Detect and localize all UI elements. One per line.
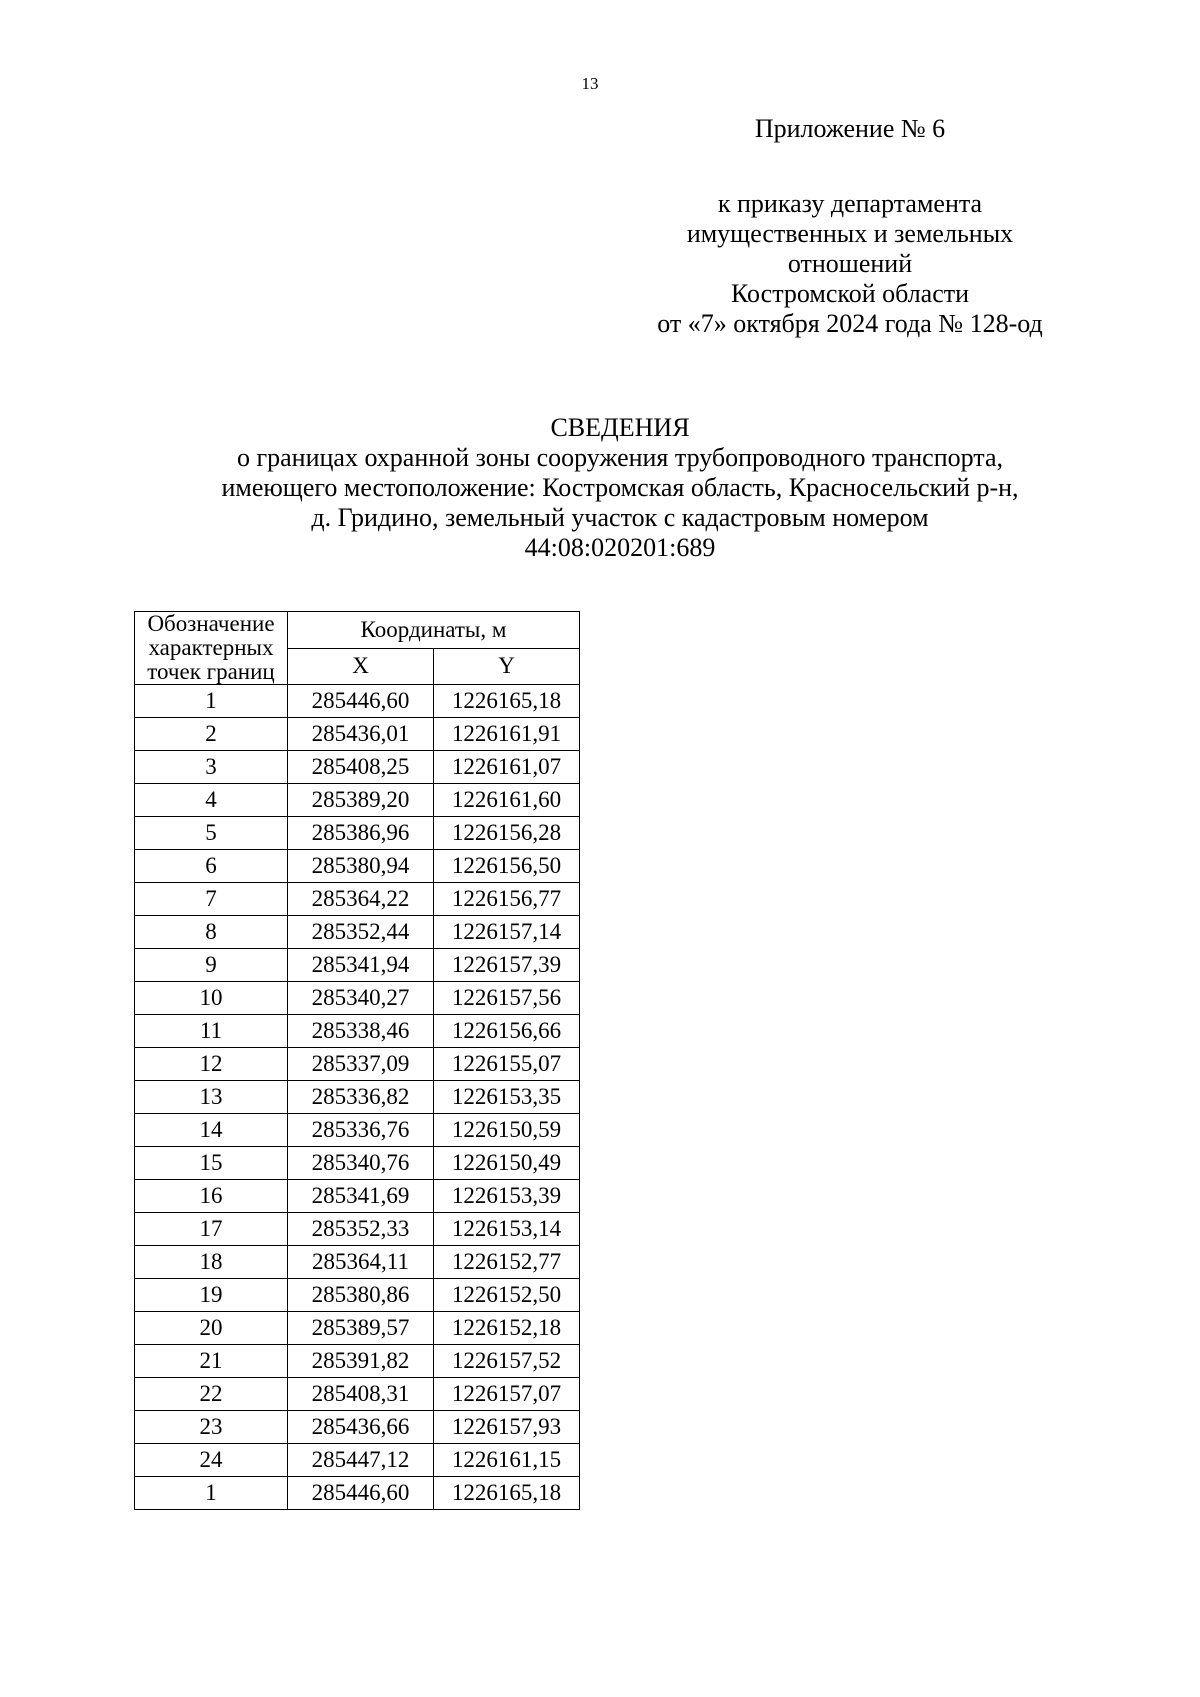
y-coordinate-cell: 1226156,50 xyxy=(434,850,580,883)
x-coordinate-cell: 285340,76 xyxy=(288,1147,434,1180)
y-coordinate-cell: 1226156,28 xyxy=(434,817,580,850)
x-coordinate-cell: 285338,46 xyxy=(288,1015,434,1048)
x-coordinate-cell: 285364,11 xyxy=(288,1246,434,1279)
table-row xyxy=(135,1213,580,1246)
heading-line: о границах охранной зоны сооружения трубопроводного транспорта, xyxy=(236,443,1004,472)
x-coordinate-cell: 285389,57 xyxy=(288,1312,434,1345)
point-number-cell: 2 xyxy=(135,718,288,751)
y-coordinate-cell: 1226157,52 xyxy=(434,1345,580,1378)
table-row xyxy=(135,685,580,718)
point-header-line: Обозначение xyxy=(147,611,275,636)
table-row xyxy=(135,718,580,751)
table-row xyxy=(135,949,580,982)
point-number-cell: 21 xyxy=(135,1345,288,1378)
point-number-cell: 11 xyxy=(135,1015,288,1048)
point-number-cell: 1 xyxy=(135,1477,288,1510)
y-coordinate-cell: 1226152,50 xyxy=(434,1279,580,1312)
table-row xyxy=(135,1081,580,1114)
x-header: X xyxy=(288,648,434,685)
y-coordinate-cell: 1226150,49 xyxy=(434,1147,580,1180)
table-row xyxy=(135,883,580,916)
point-number-cell: 15 xyxy=(135,1147,288,1180)
point-number-cell: 10 xyxy=(135,982,288,1015)
table-row xyxy=(135,817,580,850)
table-row xyxy=(135,1411,580,1444)
table-row xyxy=(135,850,580,883)
y-coordinate-cell: 1226161,15 xyxy=(434,1444,580,1477)
table-row xyxy=(135,1444,580,1477)
page-number: 13 xyxy=(581,74,599,93)
point-number-cell: 19 xyxy=(135,1279,288,1312)
heading-line: имеющего местоположение: Костромская область, Красносельский р-н, xyxy=(221,473,1019,502)
heading-line: д. Гридино, земельный участок с кадастровым номером xyxy=(311,503,929,532)
coordinates-header: Координаты, м xyxy=(288,612,580,649)
point-number-cell: 24 xyxy=(135,1444,288,1477)
table-row xyxy=(135,1477,580,1510)
point-number-cell: 4 xyxy=(135,784,288,817)
x-coordinate-cell: 285352,33 xyxy=(288,1213,434,1246)
x-coordinate-cell: 285446,60 xyxy=(288,1477,434,1510)
appendix-title: Приложение № 6 xyxy=(754,114,946,143)
order-line: Костромской области xyxy=(730,279,970,308)
y-coordinate-cell: 1226165,18 xyxy=(434,1477,580,1510)
point-number-cell: 23 xyxy=(135,1411,288,1444)
heading-line: 44:08:020201:689 xyxy=(524,533,716,562)
point-number-cell: 17 xyxy=(135,1213,288,1246)
y-coordinate-cell: 1226150,59 xyxy=(434,1114,580,1147)
y-coordinate-cell: 1226157,93 xyxy=(434,1411,580,1444)
x-coordinate-cell: 285364,22 xyxy=(288,883,434,916)
x-coordinate-cell: 285336,76 xyxy=(288,1114,434,1147)
point-number-cell: 20 xyxy=(135,1312,288,1345)
x-coordinate-cell: 285352,44 xyxy=(288,916,434,949)
x-coordinate-cell: 285341,94 xyxy=(288,949,434,982)
y-coordinate-cell: 1226156,77 xyxy=(434,883,580,916)
y-coordinate-cell: 1226152,18 xyxy=(434,1312,580,1345)
x-coordinate-cell: 285408,25 xyxy=(288,751,434,784)
coordinates-table xyxy=(134,611,580,1510)
y-coordinate-cell: 1226156,66 xyxy=(434,1015,580,1048)
x-coordinate-cell: 285380,86 xyxy=(288,1279,434,1312)
order-line: имущественных и земельных xyxy=(686,219,1014,248)
heading-title: СВЕДЕНИЯ xyxy=(550,413,690,442)
point-number-cell: 22 xyxy=(135,1378,288,1411)
y-coordinate-cell: 1226157,07 xyxy=(434,1378,580,1411)
point-header-line: характерных xyxy=(148,635,274,660)
point-number-cell: 14 xyxy=(135,1114,288,1147)
x-coordinate-cell: 285337,09 xyxy=(288,1048,434,1081)
point-number-cell: 12 xyxy=(135,1048,288,1081)
table-row xyxy=(135,916,580,949)
point-number-cell: 3 xyxy=(135,751,288,784)
document-heading xyxy=(130,413,1110,563)
table-row xyxy=(135,1180,580,1213)
x-coordinate-cell: 285447,12 xyxy=(288,1444,434,1477)
table-row xyxy=(135,1015,580,1048)
x-coordinate-cell: 285436,66 xyxy=(288,1411,434,1444)
y-coordinate-cell: 1226157,56 xyxy=(434,982,580,1015)
order-reference xyxy=(620,189,1080,339)
x-coordinate-cell: 285389,20 xyxy=(288,784,434,817)
point-number-cell: 1 xyxy=(135,685,288,718)
point-number-cell: 6 xyxy=(135,850,288,883)
table-row xyxy=(135,1345,580,1378)
table-row xyxy=(135,1114,580,1147)
point-header-line: точек границ xyxy=(147,659,275,684)
x-coordinate-cell: 285340,27 xyxy=(288,982,434,1015)
y-coordinate-cell: 1226157,39 xyxy=(434,949,580,982)
y-coordinate-cell: 1226165,18 xyxy=(434,685,580,718)
order-line: к приказу департамента xyxy=(717,189,983,218)
table-row xyxy=(135,751,580,784)
x-coordinate-cell: 285391,82 xyxy=(288,1345,434,1378)
x-coordinate-cell: 285446,60 xyxy=(288,685,434,718)
point-number-cell: 16 xyxy=(135,1180,288,1213)
y-coordinate-cell: 1226153,39 xyxy=(434,1180,580,1213)
point-number-cell: 5 xyxy=(135,817,288,850)
order-line: отношений xyxy=(787,249,913,278)
y-coordinate-cell: 1226157,14 xyxy=(434,916,580,949)
table-row xyxy=(135,982,580,1015)
y-coordinate-cell: 1226161,07 xyxy=(434,751,580,784)
table-row xyxy=(135,784,580,817)
point-number-cell: 7 xyxy=(135,883,288,916)
table-row xyxy=(135,1147,580,1180)
table-row xyxy=(135,1279,580,1312)
table-row xyxy=(135,1312,580,1345)
x-coordinate-cell: 285341,69 xyxy=(288,1180,434,1213)
y-coordinate-cell: 1226155,07 xyxy=(434,1048,580,1081)
coordinates-body xyxy=(135,685,580,1510)
point-number-cell: 9 xyxy=(135,949,288,982)
y-header: Y xyxy=(434,648,580,685)
table-row xyxy=(135,1048,580,1081)
table-row xyxy=(135,1378,580,1411)
y-coordinate-cell: 1226161,91 xyxy=(434,718,580,751)
y-coordinate-cell: 1226153,35 xyxy=(434,1081,580,1114)
x-coordinate-cell: 285380,94 xyxy=(288,850,434,883)
y-coordinate-cell: 1226152,77 xyxy=(434,1246,580,1279)
point-number-cell: 8 xyxy=(135,916,288,949)
y-coordinate-cell: 1226161,60 xyxy=(434,784,580,817)
x-coordinate-cell: 285408,31 xyxy=(288,1378,434,1411)
point-number-cell: 13 xyxy=(135,1081,288,1114)
point-designation-header xyxy=(135,612,288,685)
table-row xyxy=(135,1246,580,1279)
x-coordinate-cell: 285386,96 xyxy=(288,817,434,850)
x-coordinate-cell: 285436,01 xyxy=(288,718,434,751)
point-number-cell: 18 xyxy=(135,1246,288,1279)
order-line: от «7» октября 2024 года № 128-од xyxy=(657,309,1043,338)
x-coordinate-cell: 285336,82 xyxy=(288,1081,434,1114)
y-coordinate-cell: 1226153,14 xyxy=(434,1213,580,1246)
